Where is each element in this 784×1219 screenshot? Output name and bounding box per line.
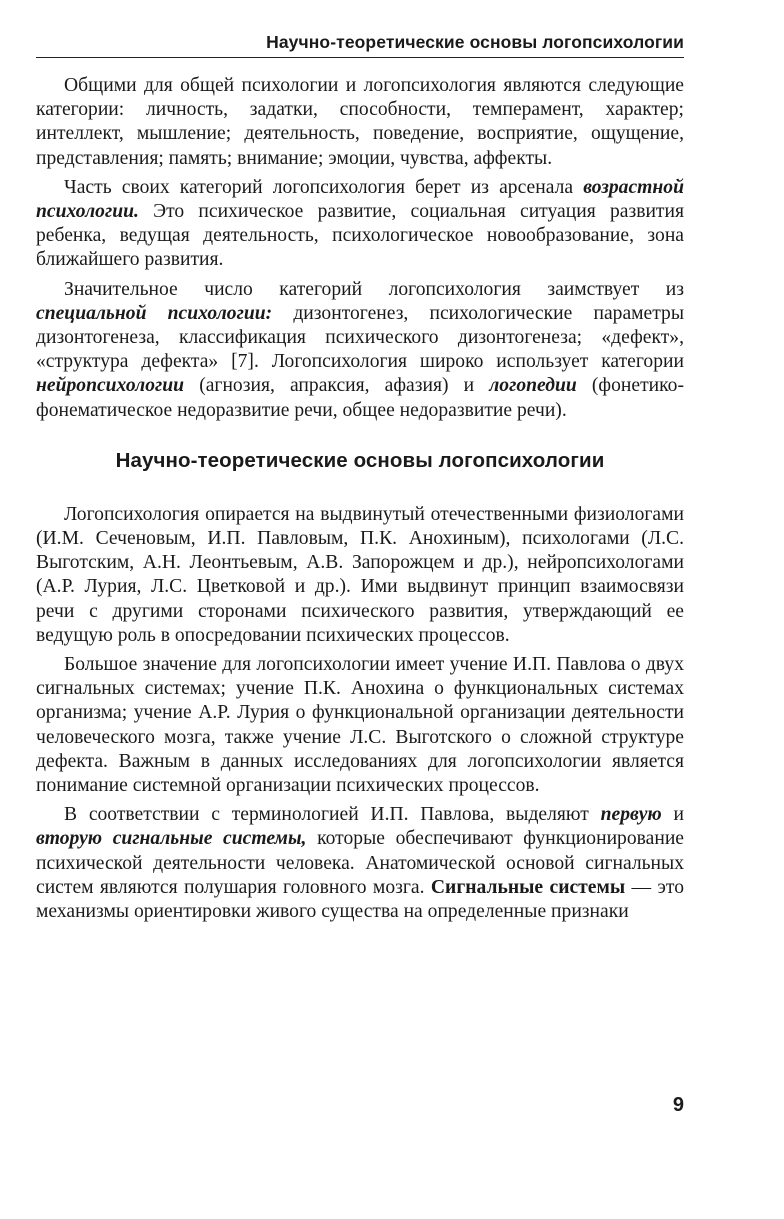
paragraphs-before-heading — [36, 74, 684, 423]
emphasized-term: возрастной психологии. — [36, 176, 684, 223]
paragraph — [36, 74, 684, 171]
text-segment: Значительное число категорий логопсихология заимствует из — [64, 278, 684, 300]
emphasized-term: специальной психологии: — [36, 302, 273, 324]
emphasized-term: логопедии — [489, 375, 577, 397]
text-segment: Большое значение для логопсихологии имеет учение И.П. Павлова о двух сигнальных системах; учение П.К. Анохина о функциональных системах организма; учение А.Р. Лурия о функциональной организации деятельности человеческого мозга, также учение Л.С. Выготского о сложной структуре дефекта. Важным в данных исследованиях для логопсихологии является понимание системной организации психических процессов. — [36, 654, 684, 797]
page-number: 9 — [672, 1094, 684, 1116]
text-segment: которые обеспечивают функционирование психической деятельности человека. Анатомической основой сигнальных систем являются полушария головного мозга. — [36, 828, 685, 898]
section-heading: Научно-теоретические основы логопсихологии — [115, 448, 605, 472]
text-segment: (фонетико-фонематическое недоразвитие речи, общее недоразвитие речи). — [36, 375, 684, 421]
text-segment: (агнозия, апраксия, афазия) и — [184, 375, 490, 397]
emphasized-term: первую — [600, 804, 662, 826]
emphasized-term: вторую сигнальные системы, — [36, 828, 307, 850]
text-segment: и — [661, 804, 684, 826]
text-segment: В соответствии с терминологией И.П. Павлова, выделяют — [64, 804, 601, 826]
paragraphs-after-heading — [36, 503, 684, 924]
emphasized-term: нейропсихологии — [36, 375, 185, 397]
paragraph — [36, 653, 684, 798]
book-page — [36, 18, 684, 929]
paragraph — [36, 278, 684, 423]
bold-term: Сигнальные системы — [430, 876, 626, 898]
running-head: Научно-теоретические основы логопсихологии — [36, 18, 684, 58]
paragraph — [36, 503, 684, 648]
text-segment: Общими для общей психологии и логопсихология являются следующие категории: личность, задатки, способности, темперамент, характер; интеллект, мышление; деятельность, поведение, восприятие, ощущение, представления; память; внимание; эмоции, чувства, аффекты. — [36, 75, 684, 169]
paragraph — [36, 176, 684, 273]
text-segment: Логопсихология опирается на выдвинутый отечественными физиологами (И.М. Сеченовым, И.П. Павловым, П.К. Анохиным), психологами (Л.С. Выготским, А.Н. Леонтьевым, А.В. Запорожцем и др.), нейропсихологами (А.Р. Лурия, Л.С. Цветковой и др.). Ими выдвинут принцип взаимосвязи речи с другими сторонами психического развития, утверждающий ее ведущую роль в опосредовании психических процессов. — [36, 503, 684, 646]
text-segment: дизонтогенез, психологические параметры дизонтогенеза, классификация психического дизонтогенеза; «дефект», «структура дефекта» [7]. Логопсихология широко использует категории — [36, 302, 684, 373]
text-segment: — это механизмы ориентировки живого существа на определенные признаки — [36, 876, 685, 923]
text-segment: Это психическое развитие, социальная ситуация развития ребенка, ведущая деятельность, психологическое новообразование, зона ближайшего развития. — [36, 201, 684, 271]
text-segment: Часть своих категорий логопсихология берет из арсенала — [64, 176, 584, 198]
paragraph — [36, 803, 684, 924]
